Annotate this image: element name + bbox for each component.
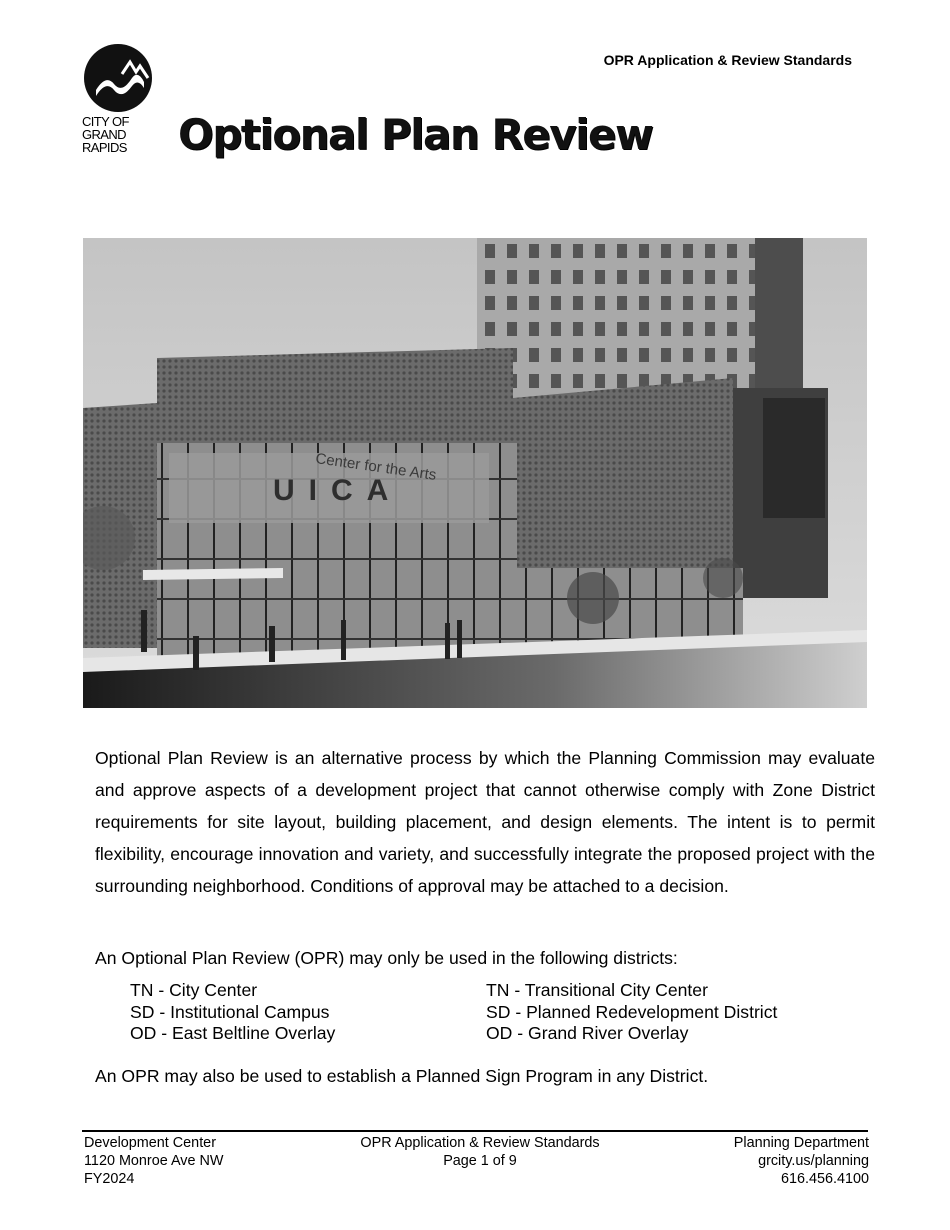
- footer-website: grcity.us/planning: [758, 1153, 869, 1169]
- footer-office: Development Center: [84, 1135, 216, 1151]
- footer-divider: [82, 1130, 868, 1132]
- district-item: SD - Planned Redevelopment District: [486, 1001, 778, 1022]
- footer-phone: 616.456.4100: [780, 1171, 869, 1187]
- district-item: TN - Transitional City Center: [486, 980, 708, 1000]
- districts-list: [130, 980, 830, 1045]
- logo-line-1: CITY OF: [82, 114, 129, 129]
- building-rendering-image: [83, 238, 867, 708]
- district-item: OD - East Beltline Overlay: [130, 1023, 336, 1043]
- districts-intro: An Optional Plan Review (OPR) may only be used in the following districts:: [95, 948, 678, 968]
- logo-line-3: RAPIDS: [82, 140, 127, 155]
- sign-program-note: An OPR may also be used to establish a Planned Sign Program in any District.: [95, 1066, 709, 1086]
- district-item: SD - Institutional Campus: [130, 1001, 330, 1022]
- footer-page-number: Page 1 of 9: [443, 1153, 517, 1169]
- city-logo-mark: [82, 44, 156, 114]
- hero-sign-arts-center: Center for the Arts: [314, 450, 438, 484]
- footer-left: [84, 1134, 304, 1188]
- footer-address: 1120 Monroe Ave NW: [84, 1153, 224, 1169]
- footer-department: Planning Department: [733, 1135, 869, 1151]
- header-document-title: OPR Application & Review Standards: [603, 52, 852, 68]
- city-logo-wordmark: [82, 115, 156, 154]
- footer-fiscal-year: FY2024: [84, 1171, 135, 1187]
- footer-center: [310, 1134, 650, 1170]
- city-logo: [82, 44, 156, 160]
- intro-paragraph: Optional Plan Review is an alternative process by which the Planning Commission may evaluate and approve aspects of a development project that cannot otherwise comply with Zone District requirements for site layout, building placement, and design elements. The intent is to permit flexibility, encourage innovation and variety, and successfully integrate the proposed project with the surrounding neighborhood. Conditions of approval may be attached to a decision.: [95, 748, 875, 896]
- footer-document-title: OPR Application & Review Standards: [360, 1135, 600, 1151]
- district-item: OD - Grand River Overlay: [486, 1023, 689, 1043]
- footer-right: [649, 1134, 869, 1188]
- page-title: Optional Plan Review: [178, 110, 653, 159]
- district-item: TN - City Center: [130, 980, 258, 1000]
- hero-sign-uica: UICA: [273, 474, 403, 507]
- logo-line-2: GRAND: [82, 127, 126, 142]
